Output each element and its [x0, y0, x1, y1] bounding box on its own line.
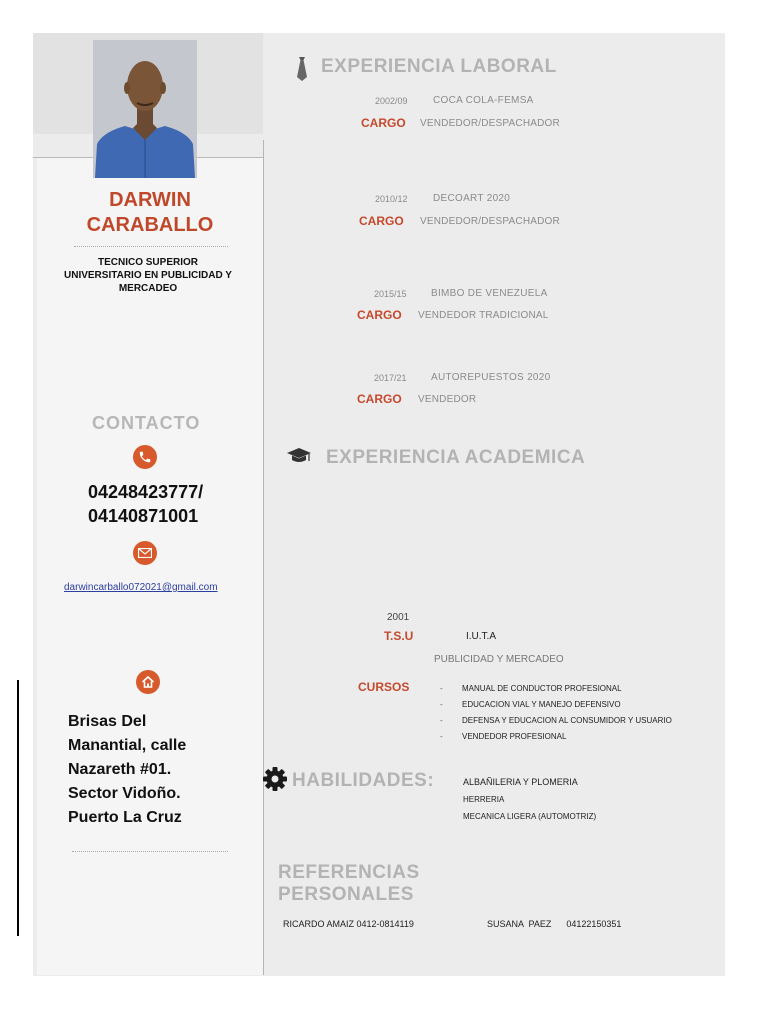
name-first: DARWIN — [109, 189, 191, 211]
academic-year: 2001 — [387, 612, 410, 623]
list-item: MECANICA LIGERA (AUTOMOTRIZ) — [463, 812, 597, 821]
job-company: BIMBO DE VENEZUELA — [431, 288, 548, 299]
column-divider — [263, 140, 264, 975]
job-role: VENDEDOR TRADICIONAL — [418, 310, 549, 321]
email-link[interactable]: darwincarballo072021@gmail.com — [64, 582, 218, 593]
phone-number-1: 04248423777/ — [88, 482, 204, 502]
habilidades-list — [463, 777, 596, 821]
gear-icon — [262, 766, 288, 797]
margin-rule — [17, 680, 19, 936]
address-line: Nazareth #01. — [68, 761, 172, 778]
field-of-study: PUBLICIDAD Y MERCADEO — [434, 654, 564, 665]
list-item: - MANUAL DE CONDUCTOR PROFESIONAL — [440, 684, 622, 693]
address-line: Sector Vidoño. — [68, 785, 181, 802]
address-line: Puerto La Cruz — [68, 809, 182, 826]
address-line: Brisas Del — [68, 713, 147, 730]
cargo-label: CARGO — [357, 392, 402, 406]
home-icon — [136, 670, 160, 694]
job-role: VENDEDOR/DESPACHADOR — [420, 118, 560, 129]
job-years: 2002/09 — [375, 96, 408, 106]
job-years: 2010/12 — [375, 194, 408, 204]
dotted-divider — [74, 246, 228, 247]
address — [68, 710, 258, 830]
job-role: VENDEDOR/DESPACHADOR — [420, 216, 560, 227]
graduation-cap-icon — [286, 447, 312, 470]
tie-icon — [296, 57, 308, 86]
address-line: Manantial, calle — [68, 737, 187, 754]
cargo-label: CARGO — [357, 308, 402, 322]
profile-photo — [93, 40, 197, 178]
institution: I.U.T.A — [466, 631, 497, 642]
experiencia-academica-heading: EXPERIENCIA ACADEMICA — [326, 447, 586, 468]
contact-heading: CONTACTO — [92, 413, 201, 433]
degree-label: T.S.U — [384, 629, 414, 643]
name-last: CARABALLO — [86, 214, 214, 236]
cursos-list — [440, 684, 672, 748]
job-company: AUTOREPUESTOS 2020 — [431, 372, 551, 383]
list-item: - VENDEDOR PROFESIONAL — [440, 732, 567, 741]
title-line: TECNICO SUPERIOR — [97, 257, 198, 268]
list-item: - DEFENSA Y EDUCACION AL CONSUMIDOR Y USUARIO — [440, 716, 672, 725]
title-line: MERCADEO — [118, 283, 178, 294]
referencias-heading-1: REFERENCIAS — [278, 862, 420, 883]
job-years: 2017/21 — [374, 373, 407, 383]
job-company: COCA COLA-FEMSA — [433, 95, 534, 106]
title-line: UNIVERSITARIO EN PUBLICIDAD Y — [64, 270, 232, 281]
job-company: DECOART 2020 — [433, 193, 511, 204]
list-item: ALBAÑILERIA Y PLOMERIA — [463, 777, 578, 787]
habilidades-heading: HABILIDADES: — [292, 770, 435, 791]
list-item: HERRERIA — [463, 795, 505, 804]
profession-title — [48, 256, 248, 295]
job-years: 2015/15 — [374, 289, 407, 299]
email-icon — [133, 541, 157, 565]
cargo-label: CARGO — [361, 116, 406, 130]
list-item: - EDUCACION VIAL Y MANEJO DEFENSIVO — [440, 700, 621, 709]
cursos-label: CURSOS — [358, 680, 410, 694]
job-role: VENDEDOR — [418, 394, 477, 405]
phone-icon — [133, 445, 157, 469]
dotted-divider — [72, 851, 228, 852]
phone-number-2: 04140871001 — [88, 506, 199, 526]
referencias-heading-2: PERSONALES — [278, 884, 414, 905]
reference-2: SUSANA PAEZ 04122150351 — [487, 919, 622, 929]
cargo-label: CARGO — [359, 214, 404, 228]
reference-1: RICARDO AMAIZ 0412-0814119 — [283, 919, 414, 929]
experiencia-laboral-heading: EXPERIENCIA LABORAL — [321, 56, 557, 77]
